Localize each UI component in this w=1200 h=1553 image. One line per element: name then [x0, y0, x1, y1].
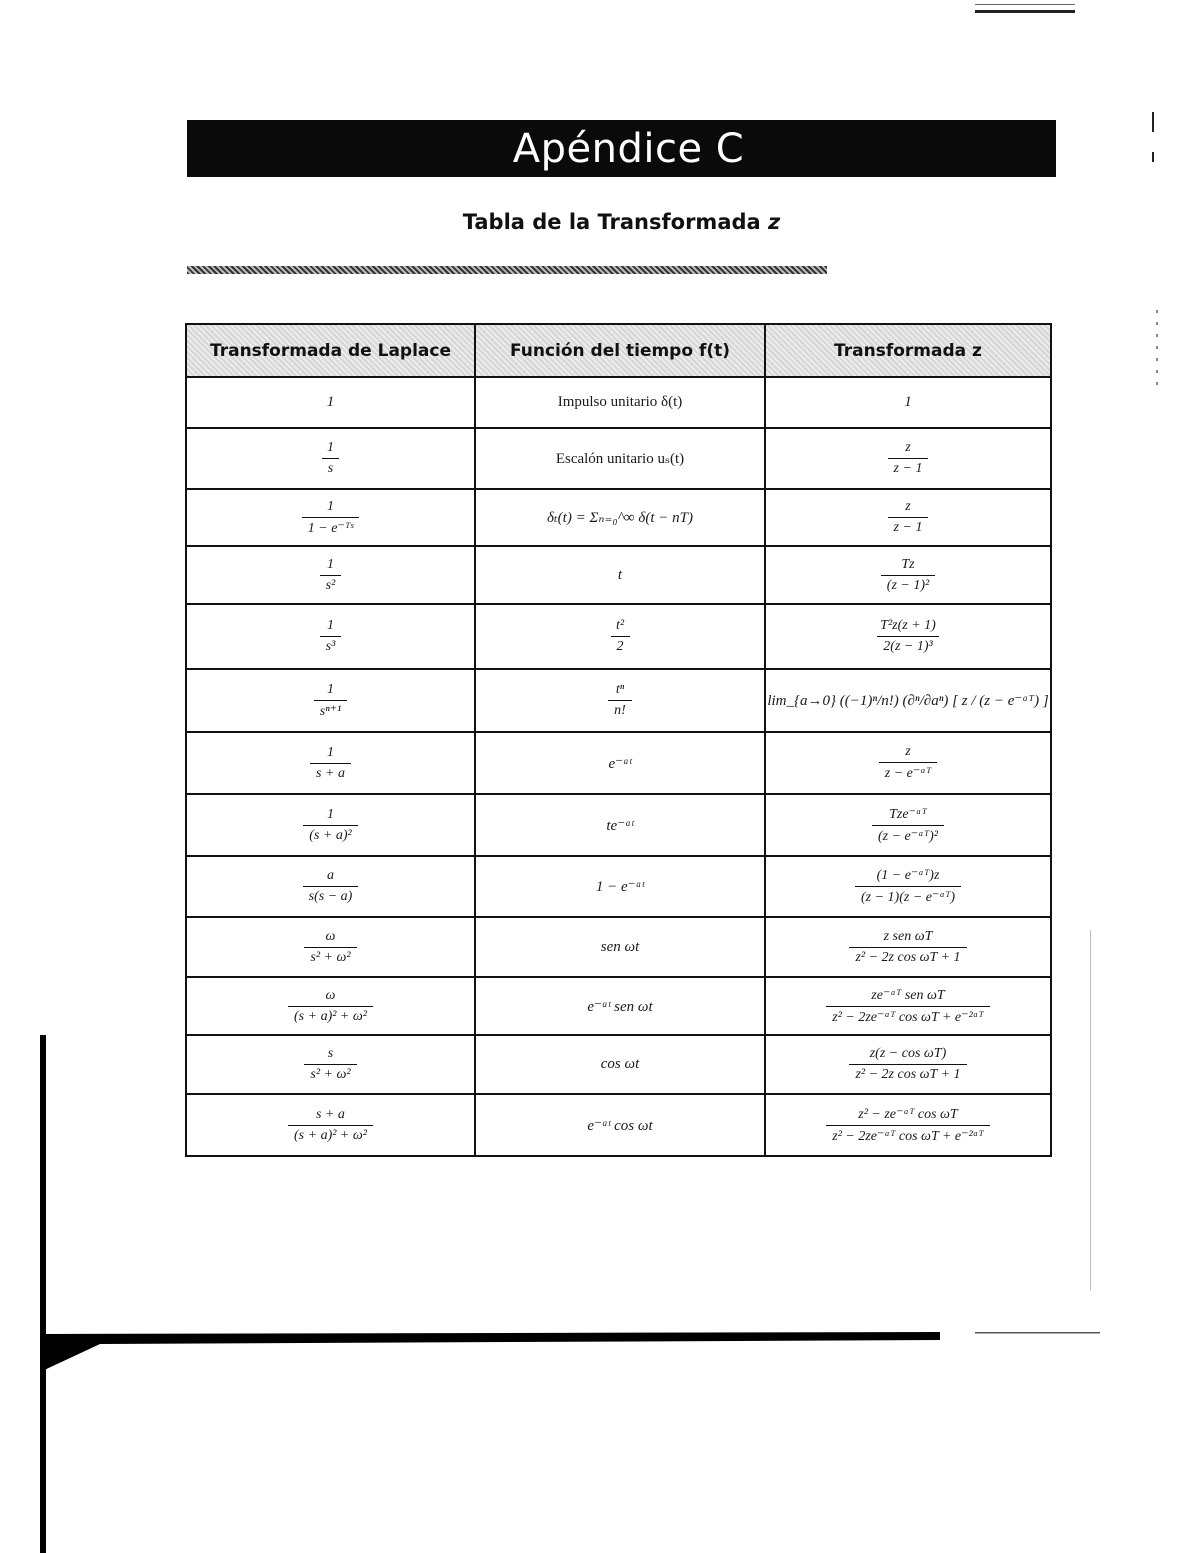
denominator: 1 − e⁻ᵀˢ	[302, 517, 359, 537]
table-row	[186, 489, 1051, 546]
z-transform-cell	[765, 732, 1051, 794]
numerator: z sen ωT	[883, 928, 933, 944]
numerator: tⁿ	[615, 682, 625, 697]
scan-mark	[1152, 152, 1154, 162]
time-function-cell	[475, 732, 765, 794]
z-transform-cell	[765, 546, 1051, 604]
denominator: z² − 2z cos ωT + 1	[849, 1064, 966, 1083]
denominator: (s + a)² + ω²	[288, 1006, 373, 1025]
z-transform-cell	[765, 604, 1051, 669]
denominator: z − e⁻ᵃᵀ	[879, 762, 937, 782]
time-function-cell	[475, 1094, 765, 1156]
fraction	[855, 867, 961, 906]
numerator: 1	[327, 556, 334, 572]
header-time-function: Función del tiempo f(t)	[475, 324, 765, 377]
table-subtitle	[187, 210, 1056, 234]
numerator: ω	[325, 987, 336, 1003]
time-function-cell	[475, 377, 765, 428]
laplace-cell	[186, 977, 475, 1035]
denominator: s³	[320, 636, 342, 655]
numerator: z	[905, 440, 911, 455]
z-transform-cell	[765, 428, 1051, 489]
fraction	[608, 682, 632, 719]
numerator: t²	[615, 618, 625, 633]
fraction	[888, 499, 929, 536]
cell-text: 1	[326, 394, 335, 410]
denominator: z² − 2z cos ωT + 1	[849, 947, 966, 966]
fraction	[304, 929, 356, 966]
fraction	[288, 1107, 373, 1144]
table-row	[186, 977, 1051, 1035]
denominator: s(s − a)	[303, 886, 359, 905]
scan-mark	[1152, 112, 1154, 132]
numerator: Tze⁻ᵃᵀ	[889, 806, 927, 822]
time-function-cell	[475, 669, 765, 732]
z-transform-cell	[765, 1094, 1051, 1156]
cell-text: 1 − e⁻ᵃᵗ	[595, 879, 645, 895]
cell-text: 1	[904, 394, 912, 410]
header-z-transform: Transformada z	[765, 324, 1051, 377]
laplace-cell	[186, 428, 475, 489]
fraction	[849, 1046, 966, 1083]
subtitle-variable: z	[768, 210, 781, 234]
cell-text: Impulso unitario δ(t)	[557, 394, 683, 410]
fraction	[874, 618, 942, 655]
time-function-cell	[475, 428, 765, 489]
fraction	[302, 499, 359, 537]
denominator: z² − 2ze⁻ᵃᵀ cos ωT + e⁻²ᵃᵀ	[826, 1006, 989, 1026]
numerator: 1	[327, 618, 334, 633]
denominator: n!	[608, 700, 632, 719]
numerator: z	[905, 744, 911, 759]
scan-edge-line	[975, 10, 1075, 13]
scan-bottom-wedge	[40, 1322, 1100, 1382]
time-function-cell	[475, 794, 765, 856]
numerator: s	[327, 1046, 334, 1061]
laplace-cell	[186, 489, 475, 546]
cell-text: te⁻ᵃᵗ	[606, 817, 634, 834]
numerator: a	[326, 868, 334, 883]
z-transform-cell	[765, 977, 1051, 1035]
denominator: z − 1	[888, 517, 929, 536]
table-row	[186, 428, 1051, 489]
denominator: s²	[320, 575, 342, 594]
time-function-cell	[475, 1035, 765, 1094]
decorative-hatch-rule	[187, 266, 827, 274]
denominator: z − 1	[888, 458, 929, 477]
scan-edge-line	[975, 4, 1075, 5]
page-title: Apéndice C	[512, 125, 745, 172]
fraction	[872, 806, 944, 845]
laplace-cell	[186, 1035, 475, 1094]
subtitle-text: Tabla de la Transformada	[462, 210, 761, 234]
cell-text: e⁻ᵃᵗ	[608, 755, 632, 772]
numerator: 1	[327, 744, 334, 760]
denominator: 2(z − 1)³	[877, 636, 938, 655]
fraction	[888, 440, 929, 477]
laplace-cell	[186, 1094, 475, 1156]
fraction	[310, 745, 351, 782]
fraction	[320, 618, 342, 655]
fraction	[321, 440, 340, 477]
cell-text: δₜ(t) = Σₙ₌₀^∞ δ(t − nT)	[547, 510, 693, 526]
cell-text: cos ωt	[600, 1056, 640, 1072]
numerator: (1 − e⁻ᵃᵀ)z	[876, 868, 940, 883]
laplace-cell	[186, 377, 475, 428]
cell-text: Escalón unitario uₛ(t)	[555, 451, 685, 467]
table-row	[186, 669, 1051, 732]
fraction	[879, 744, 937, 782]
time-function-cell	[475, 546, 765, 604]
numerator: z	[905, 499, 911, 514]
cell-text: t	[617, 566, 623, 583]
table-row	[186, 917, 1051, 977]
laplace-cell	[186, 856, 475, 917]
fraction	[303, 807, 357, 844]
fraction	[826, 1106, 989, 1145]
denominator: sⁿ⁺¹	[314, 700, 347, 720]
time-function-cell	[475, 856, 765, 917]
cell-text: sen ωt	[600, 938, 640, 955]
laplace-cell	[186, 669, 475, 732]
fraction	[303, 868, 359, 905]
fraction	[314, 682, 347, 720]
time-function-cell	[475, 917, 765, 977]
appendix-title-bar	[187, 120, 1056, 177]
denominator: s + a	[310, 763, 351, 782]
z-transform-cell	[765, 794, 1051, 856]
denominator: (z − 1)²	[881, 575, 935, 594]
table-row	[186, 1094, 1051, 1156]
scan-edge-line	[1090, 930, 1091, 1290]
table-row	[186, 1035, 1051, 1094]
numerator: T²z(z + 1)	[880, 618, 936, 633]
table-row	[186, 732, 1051, 794]
fraction	[320, 557, 342, 594]
table-header-row	[186, 324, 1051, 377]
laplace-cell	[186, 732, 475, 794]
scan-mark	[1156, 310, 1158, 390]
time-function-cell	[475, 977, 765, 1035]
cell-text: lim_{a→0} ((−1)ⁿ/n!) (∂ⁿ/∂aⁿ) [ z / (z − e⁻ᵃᵀ) ]	[767, 693, 1049, 709]
numerator: Tz	[901, 556, 915, 572]
fraction	[610, 618, 630, 655]
numerator: 1	[326, 681, 334, 697]
numerator: ze⁻ᵃᵀ sen ωT	[871, 987, 945, 1003]
numerator: 1	[326, 806, 334, 822]
denominator: s² + ω²	[304, 947, 356, 966]
table-row	[186, 604, 1051, 669]
denominator: z² − 2ze⁻ᵃᵀ cos ωT + e⁻²ᵃᵀ	[826, 1125, 989, 1145]
numerator: ω	[325, 928, 336, 944]
numerator: 1	[326, 498, 334, 514]
z-transform-cell	[765, 917, 1051, 977]
fraction	[288, 988, 373, 1025]
fraction	[881, 557, 935, 594]
denominator: (z − e⁻ᵃᵀ)²	[872, 825, 944, 845]
z-transform-cell	[765, 1035, 1051, 1094]
time-function-cell	[475, 489, 765, 546]
table-row	[186, 794, 1051, 856]
denominator: (s + a)² + ω²	[288, 1125, 373, 1144]
denominator: (s + a)²	[303, 825, 357, 844]
laplace-cell	[186, 604, 475, 669]
fraction	[304, 1046, 356, 1083]
table-row	[186, 377, 1051, 428]
denominator: s	[322, 458, 339, 477]
z-transform-table	[185, 323, 1052, 1157]
denominator: 2	[611, 636, 630, 655]
denominator: (z − 1)(z − e⁻ᵃᵀ)	[855, 886, 961, 906]
numerator: 1	[327, 440, 334, 455]
numerator: z(z − cos ωT)	[869, 1046, 947, 1061]
laplace-cell	[186, 546, 475, 604]
fraction	[826, 987, 989, 1026]
cell-text: e⁻ᵃᵗ cos ωt	[587, 1117, 653, 1134]
denominator: s² + ω²	[304, 1064, 356, 1083]
cell-text: e⁻ᵃᵗ sen ωt	[587, 998, 653, 1015]
table-row	[186, 856, 1051, 917]
table-row	[186, 546, 1051, 604]
scan-edge-bar	[40, 1035, 46, 1553]
z-transform-cell	[765, 489, 1051, 546]
z-transform-cell	[765, 856, 1051, 917]
time-function-cell	[475, 604, 765, 669]
laplace-cell	[186, 917, 475, 977]
fraction	[849, 929, 966, 966]
numerator: s + a	[316, 1106, 345, 1122]
table-body	[186, 377, 1051, 1156]
header-laplace: Transformada de Laplace	[186, 324, 475, 377]
laplace-cell	[186, 794, 475, 856]
z-transform-cell	[765, 669, 1051, 732]
numerator: z² − ze⁻ᵃᵀ cos ωT	[858, 1106, 958, 1122]
z-transform-cell	[765, 377, 1051, 428]
